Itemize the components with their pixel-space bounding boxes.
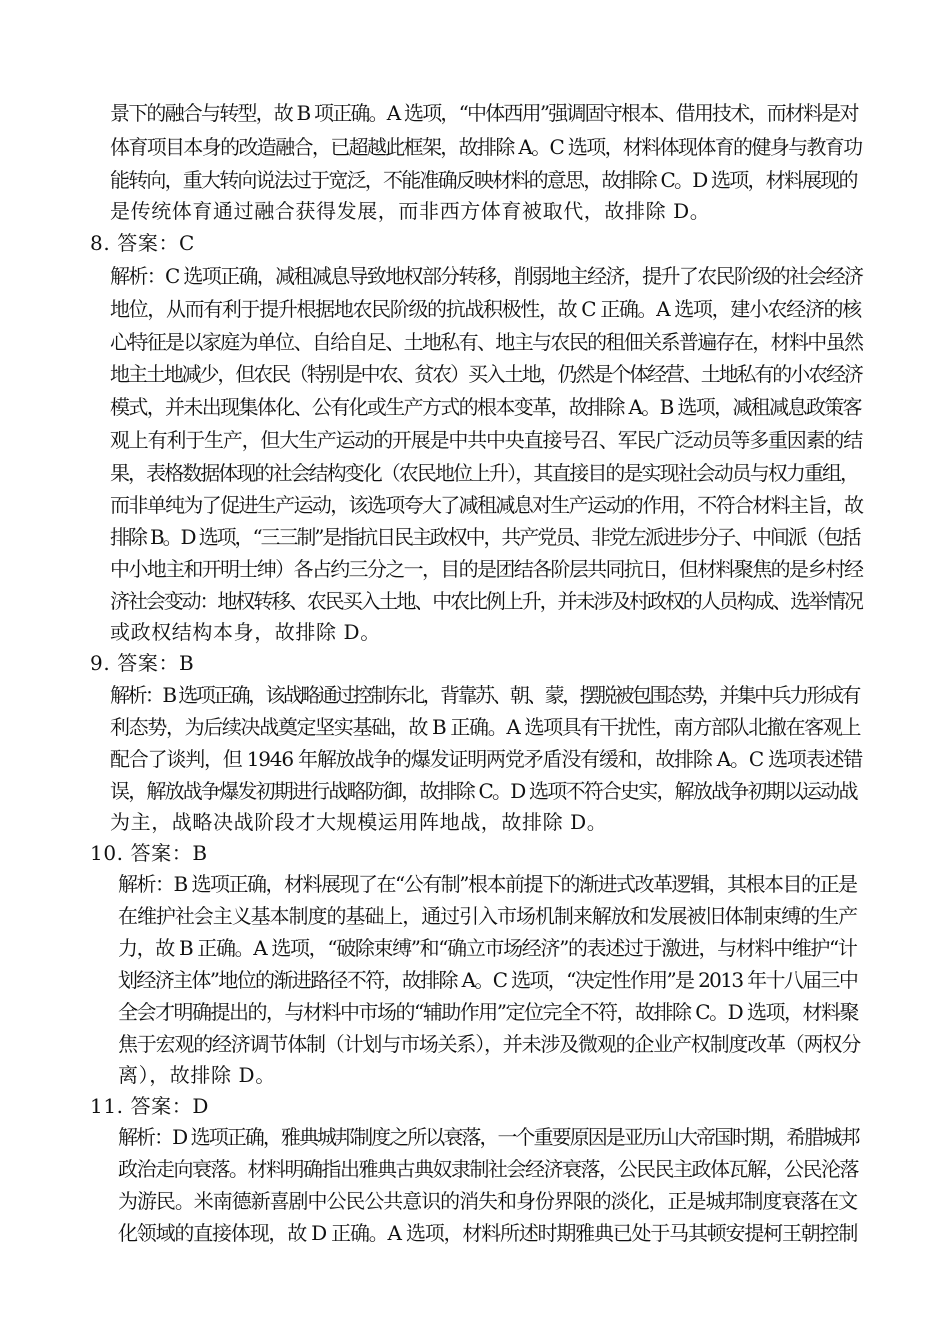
q8-explanation-line: 解析：C 选项正确，减租减息导致地权部分转移，削弱地主经济，提升了农民阶级的社会经济 [110,264,863,288]
q11-explanation-line: 为游民。米南德新喜剧中公民公共意识的消失和身份界限的淡化，正是城邦制度衰落在文 [118,1189,858,1213]
intro-line: 能转向，重大转向说法过于宽泛，不能准确反映材料的意思，故排除 C。D 选项，材料展现的 [110,168,857,192]
q8-answer: 8. 答案：C [90,231,195,255]
q10-explanation-line: 全会才明确提出的，与材料中市场的“辅助作用”定位完全不符，故排除 C。D 选项，材料聚 [118,1000,859,1024]
intro-line: 是传统体育通过融合获得发展，而非西方体育被取代，故排除 D。 [110,199,711,223]
q8-explanation-line: 观上有利于生产，但大生产运动的开展是中共中央直接号召、军民广泛动员等多重因素的结 [110,428,862,452]
q10-explanation-line: 在维护社会主义基本制度的基础上，通过引入市场机制来解放和发展被旧体制束缚的生产 [118,904,858,928]
q11-explanation-line: 化领域的直接体现，故 D 正确。A 选项，材料所述时期雅典已处于马其顿安提柯王朝控制 [118,1221,858,1245]
q8-explanation-line: 模式，并未出现集体化、公有化或生产方式的根本变革，故排除 A。B 选项，减租减息政策客 [110,395,861,419]
q11-explanation-line: 解析：D 选项正确，雅典城邦制度之所以衰落，一个重要原因是亚历山大帝国时期，希腊城邦 [118,1125,859,1149]
q8-explanation-line: 地位，从而有利于提升根据地农民阶级的抗战积极性，故 C 正确。A 选项，建小农经济的核 [110,297,861,321]
q8-explanation-line: 果，表格数据体现的社会结构变化（农民地位上升），其直接目的是实现社会动员与权力重组， [110,461,859,485]
q9-explanation-line: 为主，战略决战阶段才大规模运用阵地战，故排除 D。 [110,810,608,834]
q8-explanation-line: 地主土地减少，但农民（特别是中农、贫农）买入土地，仍然是个体经营、土地私有的小农经济 [110,362,862,386]
q9-explanation-line: 配合了谈判，但 1946 年解放战争的爆发证明两党矛盾没有缓和，故排除 A。C 选项表述错 [110,747,863,771]
q10-explanation-line: 离），故排除 D。 [118,1063,276,1087]
q9-explanation-line: 误，解放战争爆发初期进行战略防御，故排除 C。D 选项不符合史实，解放战争初期以运动战 [110,779,857,803]
q10-explanation-line: 力，故 B 正确。A 选项，“破除束缚”和“确立市场经济”的表述过于激进，与材料中维护“计 [118,936,857,960]
q10-answer: 10. 答案：B [90,841,208,865]
q10-explanation-line: 解析：B 选项正确，材料展现了在“公有制”根本前提下的渐进式改革逻辑，其根本目的正是 [118,872,857,896]
q10-explanation-line: 划经济主体”地位的渐进路径不符，故排除 A。C 选项，“决定性作用”是 2013 年十八届三中 [118,968,858,992]
q9-answer: 9. 答案：B [90,651,195,675]
q9-explanation-line: 利态势，为后续决战奠定坚实基础，故 B 正确。A 选项具有干扰性，南方部队北撤在客观上 [110,715,861,739]
q8-explanation-line: 中小地主和开明士绅）各占约三分之一，目的是团结各阶层共同抗日，但材料聚焦的是乡村经 [110,557,863,581]
q8-explanation-line: 或政权结构本身，故排除 D。 [110,620,381,644]
intro-line: 景下的融合与转型，故 B 项正确。A 选项，“中体西用”强调固守根本、借用技术，而材料是对 [110,101,858,125]
q8-explanation-line: 排除 B。D 选项，“三三制”是指抗日民主政权中，共产党员、非党左派进步分子、中间派（包括 [110,525,860,549]
q8-explanation-line: 心特征是以家庭为单位、自给自足、土地私有、地主与农民的租佃关系普遍存在，材料中虽然 [110,330,863,354]
q11-answer: 11. 答案：D [90,1094,209,1118]
q11-explanation-line: 政治走向衰落。材料明确指出雅典古典奴隶制社会经济衰落，公民民主政体瓦解，公民沦落 [118,1157,858,1181]
q10-explanation-line: 焦于宏观的经济调节体制（计划与市场关系），并未涉及微观的企业产权制度改革（两权分 [118,1032,860,1056]
intro-line: 体育项目本身的改造融合，已超越此框架，故排除 A。C 选项，材料体现体育的健身与教育功 [110,135,862,159]
q8-explanation-line: 而非单纯为了促进生产运动，该选项夸大了减租减息对生产运动的作用，不符合材料主旨，故 [110,493,863,517]
q8-explanation-line: 济社会变动：地权转移、农民买入土地、中农比例上升，并未涉及村政权的人员构成、选举情况 [110,589,862,613]
q9-explanation-line: 解析：B 选项正确，该战略通过控制东北，背靠苏、朝、蒙，摆脱被包围态势，并集中兵力形成有 [110,683,859,707]
